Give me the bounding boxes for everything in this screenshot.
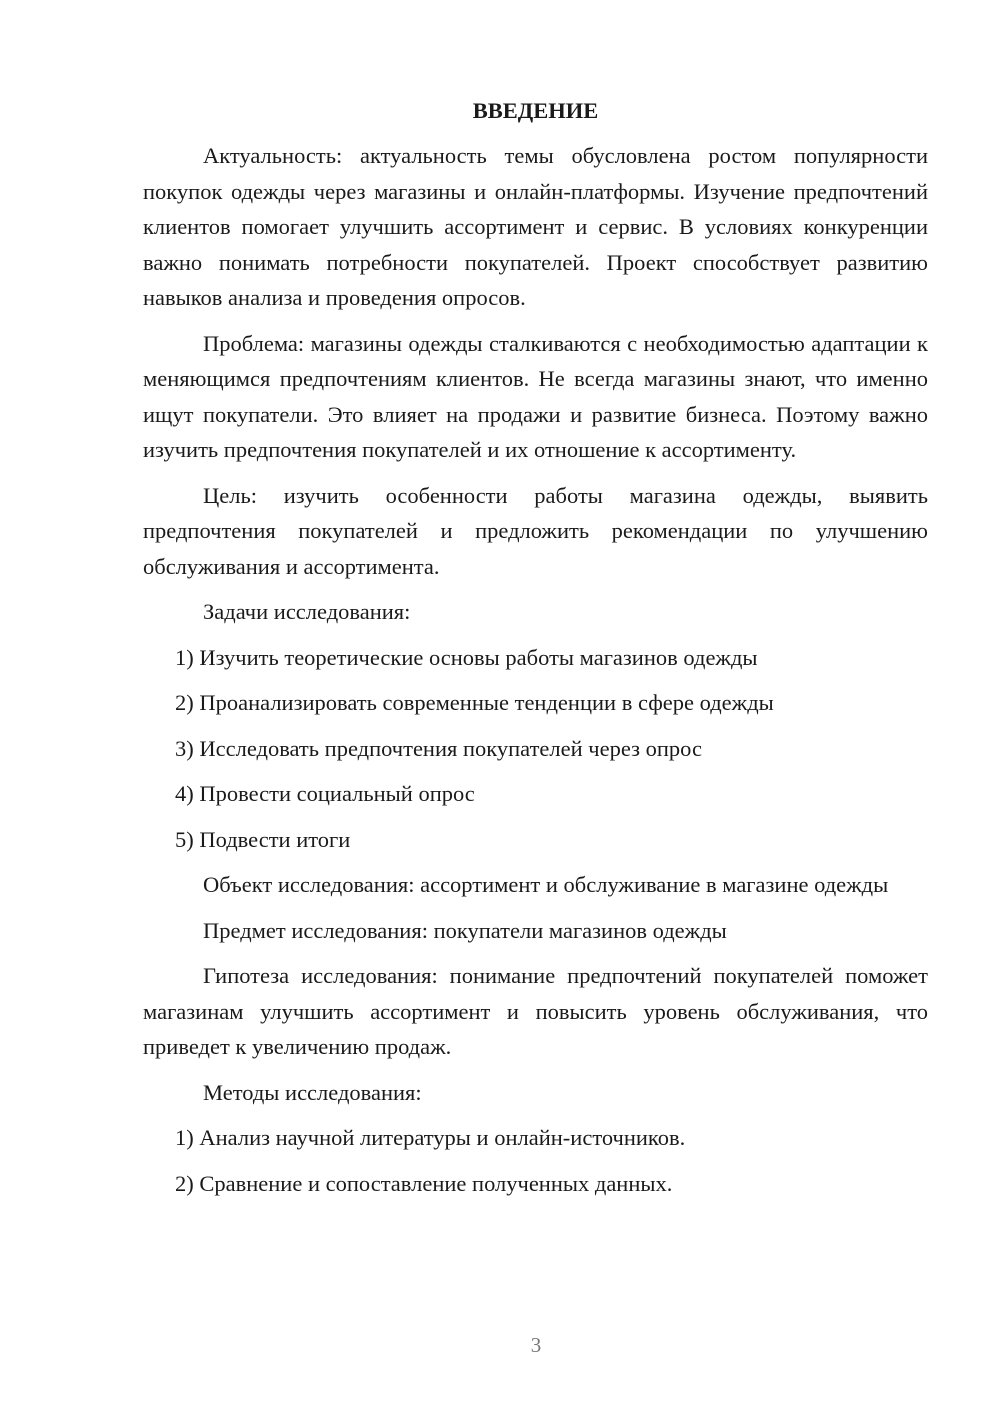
document-page [143,95,928,1211]
subject-paragraph: Предмет исследования: покупатели магазинов одежды [203,917,727,943]
object-paragraph: Объект исследования: ассортимент и обслуживание в магазине одежды [203,872,889,897]
section-heading: ВВЕДЕНИЕ [472,98,599,123]
method-item: 1) Анализ научной литературы и онлайн-источников. [175,1125,686,1150]
tasks-heading: Задачи исследования: [203,599,411,624]
method-item: 2) Сравнение и сопоставление полученных данных. [175,1170,673,1196]
goal-paragraph: Цель: изучить особенности работы магазина одежды, выявить предпочтения покупателей и предложить рекомендации по улучшению обслуживания и ассортимента. [143,482,928,579]
task-item: 1) Изучить теоретические основы работы магазинов одежды [175,644,758,670]
problem-paragraph: Проблема: магазины одежды сталкиваются с необходимостью адаптации к меняющимся предпочтениям клиентов. Не всегда магазины знают, что именно ищут покупатели. Это влияет на продажи и развитие бизнеса. Поэтому важно изучить предпочтения покупателей и их отношение к ассортименту. [143,330,928,462]
hypothesis-paragraph: Гипотеза исследования: понимание предпочтений покупателей поможет магазинам улучшить ассортимент и повысить уровень обслуживания, что приведет к увеличению продаж. [143,963,928,1059]
task-item: 2) Проанализировать современные тенденции в сфере одежды [175,690,774,715]
task-item: 3) Исследовать предпочтения покупателей через опрос [175,735,702,761]
task-item: 4) Провести социальный опрос [175,781,475,806]
methods-heading: Методы исследования: [203,1079,422,1105]
relevance-paragraph: Актуальность: актуальность темы обусловлена ростом популярности покупок одежды через магазины и онлайн-платформы. Изучение предпочтений клиентов помогает улучшить ассортимент и сервис. В условиях конкуренции важно понимать потребности покупателей. Проект способствует развитию навыков анализа и проведения опросов. [143,143,928,310]
task-item: 5) Подвести итоги [175,826,351,852]
page-number: 3 [530,1333,542,1357]
